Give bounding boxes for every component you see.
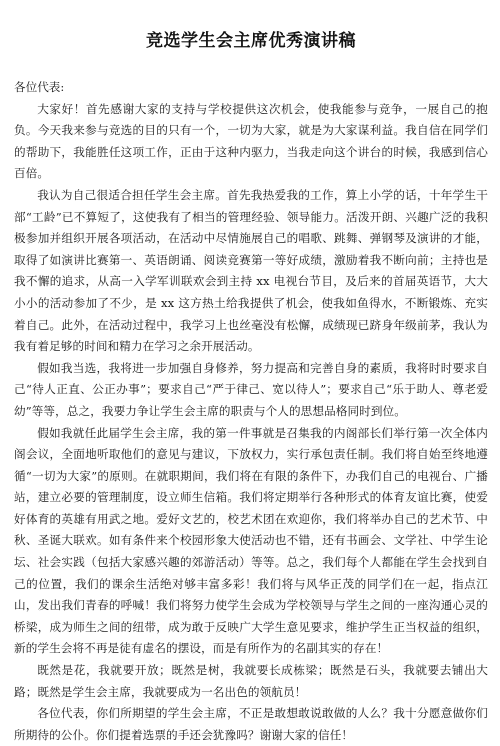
paragraph-1: 大家好！首先感谢大家的支持与学校提供这次机会，使我能参与竞争，一展自己的抱负。今天我来参与竞选的目的只有一个，一切为大家，就是为大家谋利益。我自信在同学们的帮助下，我能胜任这项工作，正由于这种内驱力，当我走向这个讲台的时候，我感到信心百倍。 bbox=[14, 101, 488, 181]
salutation: 各位代表: bbox=[14, 80, 65, 94]
paragraph-4: 假如我就任此届学生会主席，我的第一件事就是召集我的内阁部长们举行第一次全体内阁会议，全面地听取他们的意见与建议，下放权力，实行承包责任制。我们将自始至终地遵循“一切为大家”的原则。在就职期间，我们将在有限的条件下，办我们自己的电视台、广播站，建立必要的管理制度，设立师生信箱。我们将定期举行各种形式的体育友谊比赛，使爱好体育的英雄有用武之地。爱好文艺的，校艺术团在欢迎你，我们将举办自己的艺术节、中秋、圣诞大联欢。如有条件来个校园形象大使活动也不错，还有书画会、文学社、中学生论坛、社会实践（包括大家感兴趣的郊游活动）等等。总之，我们每个人都能在学生会找到自己的位置，我们的课余生活绝对够丰富多彩！我们将与风华正茂的同学们在一起，指点江山，发出我们青春的呼喊！我们将努力使学生会成为学校领导与学生之间的一座沟通心灵的桥梁，成为师生之间的纽带，成为敢于反映广大学生意见要求，维护学生正当权益的组织，新的学生会将不再是徒有虚名的摆设，而是有所作为的名副其实的存在！ bbox=[14, 425, 488, 656]
paragraph-3: 假如我当选，我将进一步加强自身修养，努力提高和完善自身的素质，我将时时要求自己“待人正直、公正办事”；要求自己“严于律己、宽以待人”；要求自己“乐于助人、尊老爱幼”等等，总之，我要力争让学生会主席的职责与个人的思想品格同时到位。 bbox=[14, 360, 488, 418]
paragraph-6: 各位代表，你们所期望的学生会主席，不正是敢想敢说敢做的人么？我十分愿意做你们所期待的公仆。你们提着选票的手还会犹豫吗？谢谢大家的信任！ bbox=[14, 706, 488, 742]
paragraph-5: 既然是花，我就要开放；既然是树，我就要长成栋梁；既然是石头，我就要去铺出大路；既然是学生会主席，我就要成为一名出色的领航员！ bbox=[14, 663, 488, 699]
document-title: 竞选学生会主席优秀演讲稿 bbox=[146, 31, 356, 51]
paragraph-2: 我认为自己很适合担任学生会主席。首先我热爱我的工作，算上小学的话，十年学生干部“工龄”已不算短了，这使我有了相当的管理经验、领导能力。活泼开朗、兴趣广泛的我积极参加并组织开展各项活动，在活动中尽情施展自己的唱歌、跳舞、弹钢琴及演讲的才能，取得了如演讲比赛第一、英语朗诵、阅读竞赛第一等好成绩，激励着我不断向前；主持也是我不懈的追求，从高一入学军训联欢会到主持 xx 电视台节目，及后来的首届英语节，大大小小的活动参加了不少，是 xx 这方热土给我提供了机会，使我如鱼得水，不断锻炼、充实着自己。此外，在活动过程中，我学习上也丝毫没有松懈，成绩现已跻身年级前茅，我认为我有着足够的时间和精力在学习之余开展活动。 bbox=[14, 187, 488, 354]
